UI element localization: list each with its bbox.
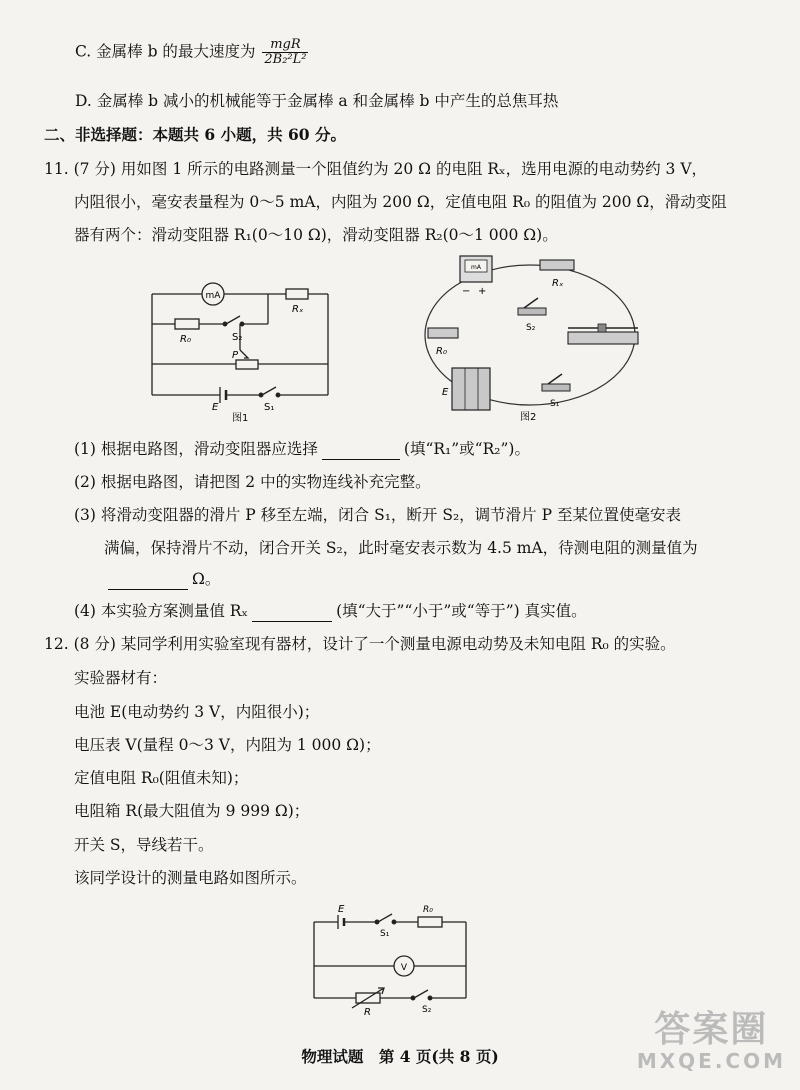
q11-line1: 11. (7 分) 用如图 1 所示的电路测量一个阻值约为 20 Ω 的电阻 Rₓ，选用电源的电动势约 3 V， xyxy=(44,160,708,178)
option-d: D. 金属棒 b 减小的机械能等于金属棒 a 和金属棒 b 中产生的总焦耳热 xyxy=(75,92,559,110)
fig2-s2-switch xyxy=(518,308,546,315)
figure-2-apparatus xyxy=(420,250,650,430)
svg-text:Rₓ: Rₓ xyxy=(552,278,564,289)
q11-sub2: (2) 根据电路图，请把图 2 中的实物连线补充完整。 xyxy=(74,473,431,491)
page-footer: 物理试题 第 4 页(共 8 页) xyxy=(301,1047,499,1066)
figure-1-circuit xyxy=(140,280,350,430)
fig2-rx-resistor xyxy=(540,260,574,270)
fig1-p-label: P xyxy=(232,350,239,361)
q12-v-label: V xyxy=(400,963,408,973)
svg-text:S₂: S₂ xyxy=(526,323,536,333)
svg-text:mA: mA xyxy=(471,264,481,271)
q12-item3: 定值电阻 R₀(阻值未知)； xyxy=(74,769,249,787)
q12-s2-label: S₂ xyxy=(422,1005,432,1015)
q11-sub3-a: (3) 将滑动变阻器的滑片 P 移至左端，闭合 S₁，断开 S₂，调节滑片 P 至某位置使毫安表 xyxy=(74,506,681,524)
q11-line2: 内阻很小，毫安表量程为 0～5 mA，内阻为 200 Ω，定值电阻 R₀ 的阻值为 200 Ω，滑动变阻 xyxy=(74,193,727,211)
q12-item2: 电压表 V(量程 0～3 V，内阻为 1 000 Ω)； xyxy=(74,736,381,754)
fig2-caption: 图2 xyxy=(520,412,537,423)
q12-design: 该同学设计的测量电路如图所示。 xyxy=(74,869,307,887)
answer-blank-1[interactable] xyxy=(322,437,400,460)
fig1-e-label: E xyxy=(212,402,219,413)
q11-sub3-b: 满偏，保持滑片不动，闭合开关 S₂，此时毫安表示数为 4.5 mA，待测电阻的测量值为 xyxy=(104,539,698,557)
fig1-caption: 图1 xyxy=(232,413,249,424)
svg-text:R₀: R₀ xyxy=(436,346,447,357)
q12-line1: 12. (8 分) 某同学利用实验室现有器材，设计了一个测量电源电动势及未知电阻 R₀ 的实验。 xyxy=(44,635,676,653)
q12-r0-label: R₀ xyxy=(423,905,433,915)
section-title: 二、非选择题：本题共 6 小题，共 60 分。 xyxy=(44,125,346,144)
q11-sub3-c: Ω。 xyxy=(104,567,220,590)
q12-item1: 电池 E(电动势约 3 V，内阻很小)； xyxy=(74,703,320,721)
fig1-s1-label: S₁ xyxy=(264,402,275,413)
answer-blank-4[interactable] xyxy=(252,599,332,622)
fig2-plus: + xyxy=(478,286,487,297)
fig2-r0-resistor xyxy=(428,328,458,338)
q12-circuit xyxy=(300,900,480,1020)
fig2-s1-switch xyxy=(542,384,570,391)
option-c-fraction: $\frac{\text{mgR}}{\text{2B₂²L²}}$ xyxy=(264,37,307,67)
q12-s1-label: S₁ xyxy=(380,929,390,939)
q11-line3: 器有两个：滑动变阻器 R₁(0～10 Ω)，滑动变阻器 R₂(0～1 000 Ω)。 xyxy=(74,226,558,244)
watermark: 答案圈 MXQE.COM xyxy=(636,1009,786,1073)
answer-blank-3[interactable] xyxy=(108,567,188,590)
fig2-rheostat xyxy=(568,332,638,344)
q12-item4: 电阻箱 R(最大阻值为 9 999 Ω)； xyxy=(74,802,310,820)
fig1-r0-label: R₀ xyxy=(180,334,191,345)
fig1-rx-label: Rₓ xyxy=(292,304,304,315)
fig2-battery xyxy=(452,368,490,410)
q11-sub1: (1) 根据电路图，滑动变阻器应选择 (填“R₁”或“R₂”)。 xyxy=(74,437,530,460)
q12-e-label: E xyxy=(338,904,345,915)
svg-text:E: E xyxy=(442,387,449,398)
q12-item5: 开关 S，导线若干。 xyxy=(74,836,214,854)
q12-r-label: R xyxy=(364,1007,371,1018)
option-c: C. 金属棒 b 的最大速度为 $\frac{\text{mgR}}{\text{2B₂²L²}}$ xyxy=(75,37,307,67)
fig2-minus: − xyxy=(462,286,471,297)
svg-text:S₁: S₁ xyxy=(550,399,560,409)
fig1-s2-label: S₂ xyxy=(232,332,243,343)
q11-sub4: (4) 本实验方案测量值 Rₓ (填“大于”“小于”或“等于”) 真实值。 xyxy=(74,599,587,622)
fig1-ma-label: mA xyxy=(205,291,221,301)
q12-equip-title: 实验器材有： xyxy=(74,669,168,687)
